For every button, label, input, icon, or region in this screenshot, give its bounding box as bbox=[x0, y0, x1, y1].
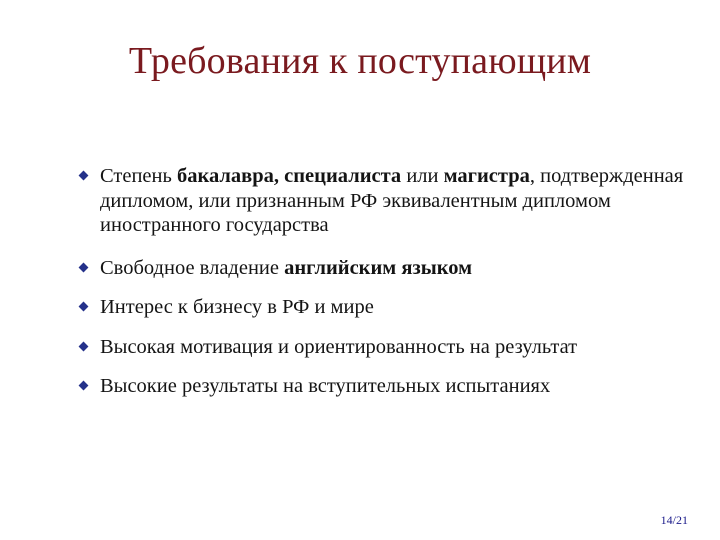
bullet-item-degree bbox=[76, 164, 686, 238]
bullet-item-english bbox=[76, 256, 686, 281]
page-total: 21 bbox=[676, 513, 688, 527]
diamond-bullet-icon bbox=[79, 341, 89, 351]
slide-title: Требования к поступающим bbox=[128, 40, 592, 82]
diamond-bullet-icon bbox=[79, 171, 89, 181]
bullet-text-bold: английским языком bbox=[284, 256, 473, 279]
bullet-text: или bbox=[401, 165, 444, 187]
bullet-text-bold: бакалавра, специалиста bbox=[176, 165, 402, 187]
bullet-text: Высокая мотивация и ориентированность на результат bbox=[100, 335, 578, 358]
diamond-bullet-icon bbox=[79, 262, 89, 272]
bullet-item-interest bbox=[76, 295, 686, 320]
bullet-item-exams bbox=[76, 374, 686, 399]
page-separator: / bbox=[672, 513, 676, 527]
bullet-text: Степень bbox=[100, 165, 177, 187]
bullet-text: , подтвержденная дипломом, или признанным РФ эквивалентным дипломом иностранного государства bbox=[100, 165, 684, 236]
page-current: 14 bbox=[660, 513, 673, 527]
bullet-text: Интерес к бизнесу в РФ и мире bbox=[100, 296, 374, 318]
page-number bbox=[661, 513, 688, 528]
bullet-text: Высокие результаты на вступительных испытаниях bbox=[100, 375, 551, 397]
bullet-text: Свободное владение bbox=[100, 256, 285, 279]
bullet-list bbox=[76, 164, 686, 414]
diamond-bullet-icon bbox=[79, 381, 89, 391]
bullet-item-motivation bbox=[76, 335, 686, 360]
diamond-bullet-icon bbox=[79, 302, 89, 312]
bullet-text-bold: магистра bbox=[443, 165, 530, 187]
